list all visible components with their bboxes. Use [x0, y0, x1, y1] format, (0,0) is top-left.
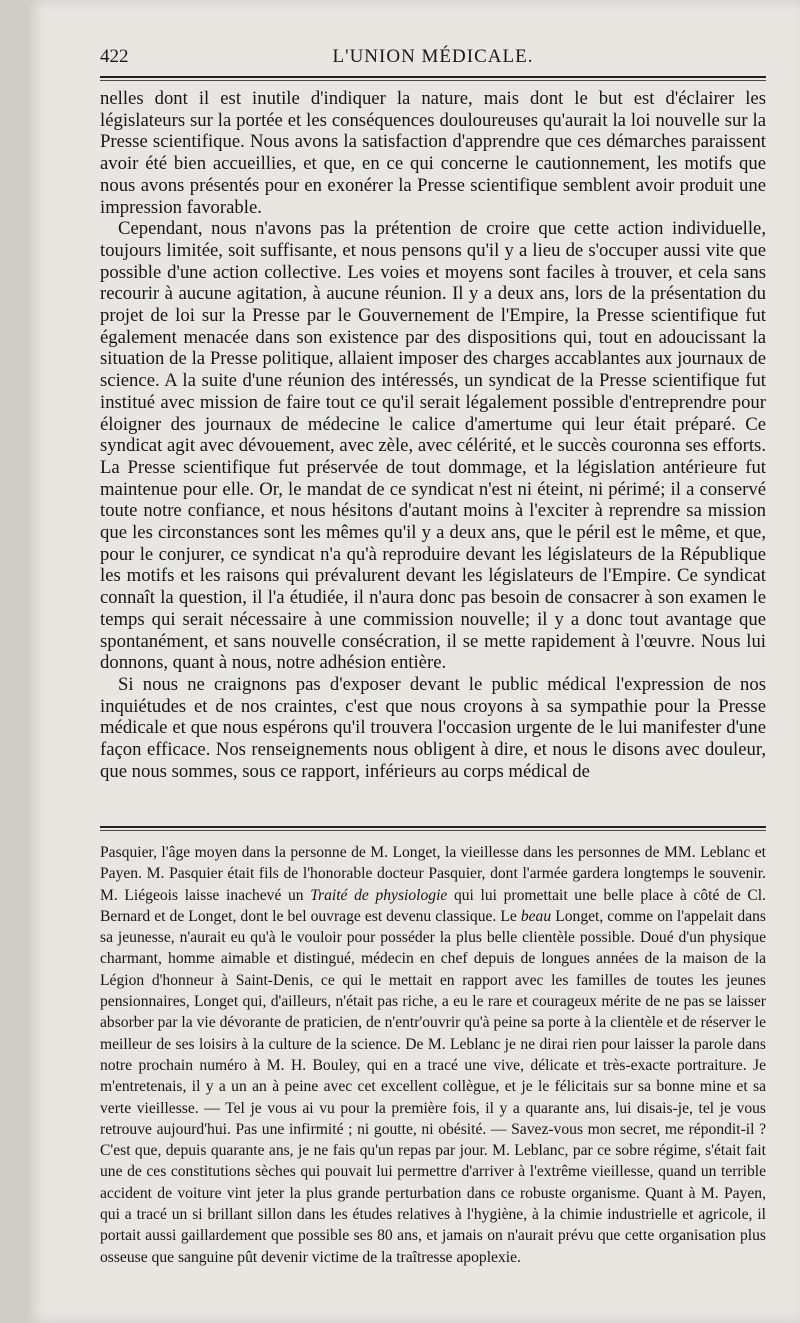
header-rule: [100, 76, 766, 78]
paragraph: Si nous ne craignons pas d'exposer devant le public médical l'expression de nos inquiétudes et de nos craintes, c'est que nous croyons à sa sympathie pour la Presse médicale et que nous espérons qu'il trouvera l'occasion urgente de le lui manifester d'une façon efficace. Nos renseignements nous obligent à dire, et nous le disons avec douleur, que nous sommes, sous ce rapport, inférieurs au corps médical de: [100, 673, 766, 782]
footnote-rule: [100, 826, 766, 828]
running-title: L'UNION MÉDICALE.: [332, 46, 534, 67]
footnote-paragraph: [100, 842, 766, 1268]
paragraph: Cependant, nous n'avons pas la prétention de croire que cette action individuelle, toujours limitée, soit suffisante, et nous pensons qu'il y a lieu de s'occuper aussi vite que possible d'une action collective. Les voies et moyens sont faciles à trouver, et cela sans recourir à aucune agitation, à aucune réunion. Il y a deux ans, lors de la présentation du projet de loi sur la Presse par le Gouvernement de l'Empire, la Presse scientifique fut également menacée dans son existence par des dispositions qui, tout en adoucissant la situation de la Presse politique, allaient imposer des charges accablantes aux journaux de science. A la suite d'une réunion des intéressés, un syndicat de la Presse scientifique fut institué avec mission de faire tout ce qu'il serait légalement possible d'entreprendre pour éloigner des journaux de médecine le calice d'amertume qui leur était préparé. Ce syndicat agit avec dévouement, avec zèle, avec célérité, et le succès couronna ses efforts. La Presse scientifique fut préservée de tout dommage, et la législation antérieure fut maintenue pour elle. Or, le mandat de ce syndicat n'est ni éteint, ni périmé; il a conservé toute notre confiance, et nous hésitons d'autant moins à l'exciter à reprendre sa mission que les circonstances sont les mêmes qu'il y a deux ans, que le péril est le même, et que, pour le conjurer, ce syndicat n'a qu'à reproduire devant les législateurs de la République les motifs et les raisons qui prévalurent devant les législateurs de l'Empire. Ce syndicat connaît la question, il l'a étudiée, il n'aura donc pas besoin de consacrer à son examen le temps qui serait nécessaire à une commission nouvelle; il y a donc tout avantage que spontanément, et sans nouvelle consécration, il se mette rapidement à l'œuvre. Nous lui donnons, quant à nous, notre adhésion entière.: [100, 218, 766, 674]
paragraph: nelles dont il est inutile d'indiquer la nature, mais dont le but est d'éclairer les législateurs sur la portée et les conséquences douloureuses qu'aurait la loi nouvelle sur la Presse scientifique. Nous avons la satisfaction d'apprendre que ces démarches paraissent avoir été bien accueillies, et que, en ce qui concerne le cautionnement, les motifs que nous avons présentés pour en exonérer la Presse scientifique semblent avoir produit une impression favorable.: [100, 88, 766, 218]
article-body: [100, 88, 766, 783]
header-rule-thin: [100, 80, 766, 81]
footnote-rule-thin: [100, 830, 766, 831]
emphasis-word: beau: [520, 907, 552, 925]
book-title: Traité de physiologie: [310, 886, 448, 904]
footnote-text: qui lui promettait une belle place à côté de Cl. Bernard et de Longet, dont le bel ouvrage est devenu classique. Le: [100, 886, 766, 925]
page-header: [100, 44, 766, 72]
page-number: 422: [100, 46, 129, 67]
footnote: [100, 842, 766, 1268]
footnote-text: Longet, comme on l'appelait dans sa jeunesse, n'aurait eu qu'à le vouloir pour posséder la plus belle clientèle possible. Doué d'un physique charmant, homme aimable et distingué, médecin en chef depuis de longues années de la maison de la Légion d'honneur à Saint-Denis, ce qui le mettait en rapport avec les familles de toutes les jeunes pensionnaires, Longet qui, d'ailleurs, n'était pas riche, a eu le rare et courageux mérite de ne pas se laisser absorber par la vie dévorante de praticien, de n'entr'ouvrir qu'à peine sa porte à la clientèle et de réserver le meilleur de ses loisirs à la culture de la science. De M. Leblanc je ne dirai rien pour laisser la parole dans notre prochain numéro à M. H. Bouley, qui en a tracé une vive, délicate et très-exacte portraiture. Je m'entretenais, il y a un an à peine avec cet excellent collègue, et je le félicitais sur sa bonne mine et sa verte vieillesse. — Tel je vous ai vu pour la première fois, il y a quarante ans, lui disais-je, tel je vous retrouve aujourd'hui. Pas une infirmité ; ni goutte, ni obésité. — Savez-vous mon secret, me répondit-il ? C'est que, depuis quarante ans, je ne fais qu'un repas par jour. M. Leblanc, par ce sobre régime, s'était fait une de ces constitutions sèches qui pouvait lui permettre d'arriver à l'extrême vieillesse, quand un terrible accident de voiture vint jeter la plus grande perturbation dans ce robuste organisme. Quant à M. Payen, qui a tracé un si brillant sillon dans les études relatives à l'hygiène, à la chimie industrielle et agricole, il portait aussi gaillardement que possible ses 80 ans, et jamais on n'aurait prévu que cette organisation plus osseuse que sanguine pût devenir victime de la traîtresse apoplexie.: [100, 907, 766, 1266]
footnote-text: Pasquier, l'âge moyen dans la personne de M. Longet, la vieillesse dans les personnes de MM. Leblanc et Payen. M. Pasquier était fils de l'honorable docteur Pasquier, dont l'armée gardera longtemps le souvenir. M. Liégeois laisse inachevé un: [100, 844, 766, 904]
